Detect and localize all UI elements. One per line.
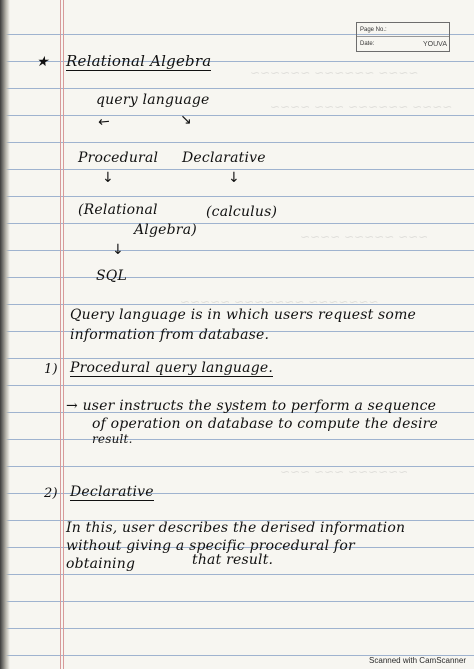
procedural-label: Procedural — [78, 150, 159, 166]
bleed-through: ~~~~ ~~~~~~ ~~~~~~ — [250, 66, 419, 80]
binding-edge — [0, 0, 10, 669]
brand-text: YOUVA — [423, 41, 447, 48]
definition-line-1: Query language is in which users request some — [70, 307, 417, 323]
star-icon: ★ — [36, 54, 49, 70]
margin-line-second — [63, 0, 64, 669]
relational-label: (Relational — [78, 202, 158, 218]
bleed-through: ~~~~~~ ~~~ ~~~ — [280, 465, 409, 479]
bleed-through: ~~~~~~~ ~~~~~~~ ~~~~~ — [180, 295, 379, 309]
procedural-desc-line-2: of operation on database to compute the desire — [92, 416, 439, 432]
arrow-down-icon: ↓ — [102, 170, 114, 186]
date-label: Date: — [360, 41, 375, 47]
arrow-down-left-icon: ↙ — [94, 112, 114, 132]
arrow-down-icon: ↓ — [112, 242, 124, 258]
definition-line-2: information from database. — [70, 327, 270, 343]
calculus-label: (calculus) — [206, 204, 278, 220]
bleed-through: ~~~ ~~~~~ ~~~~ — [300, 230, 429, 244]
heading-relational-algebra: Relational Algebra — [66, 52, 212, 70]
declarative-desc-line-2: without giving a specific procedural for — [66, 538, 355, 554]
procedural-desc-line-1: → user instructs the system to perform a sequence — [66, 398, 437, 414]
page-no-label: Page No.: — [357, 23, 449, 37]
scanner-watermark: Scanned with CamScanner — [369, 656, 466, 665]
algebra-label: Algebra) — [134, 222, 197, 238]
declarative-desc-line-3: obtaining — [66, 556, 136, 572]
sql-label: SQL — [96, 268, 127, 284]
declarative-desc-line-1: In this, user describes the derised information — [66, 520, 406, 536]
arrow-down-right-icon: ↘ — [180, 112, 192, 128]
bleed-through: ~~~~ ~~~~~~ ~~~ ~~~~ — [270, 100, 453, 114]
procedural-query-heading: Procedural query language. — [70, 360, 273, 376]
query-language-label: query language — [96, 92, 210, 108]
declarative-label: Declarative — [182, 150, 266, 166]
declarative-desc-line-4: that result. — [192, 552, 274, 568]
brand-logo — [418, 24, 452, 48]
declarative-heading: Declarative — [70, 484, 154, 500]
procedural-desc-line-3: result. — [92, 432, 133, 446]
section-number-2: 2) — [44, 486, 58, 501]
arrow-down-icon: ↓ — [228, 170, 240, 186]
section-number-1: 1) — [44, 362, 58, 377]
margin-line — [60, 0, 61, 669]
